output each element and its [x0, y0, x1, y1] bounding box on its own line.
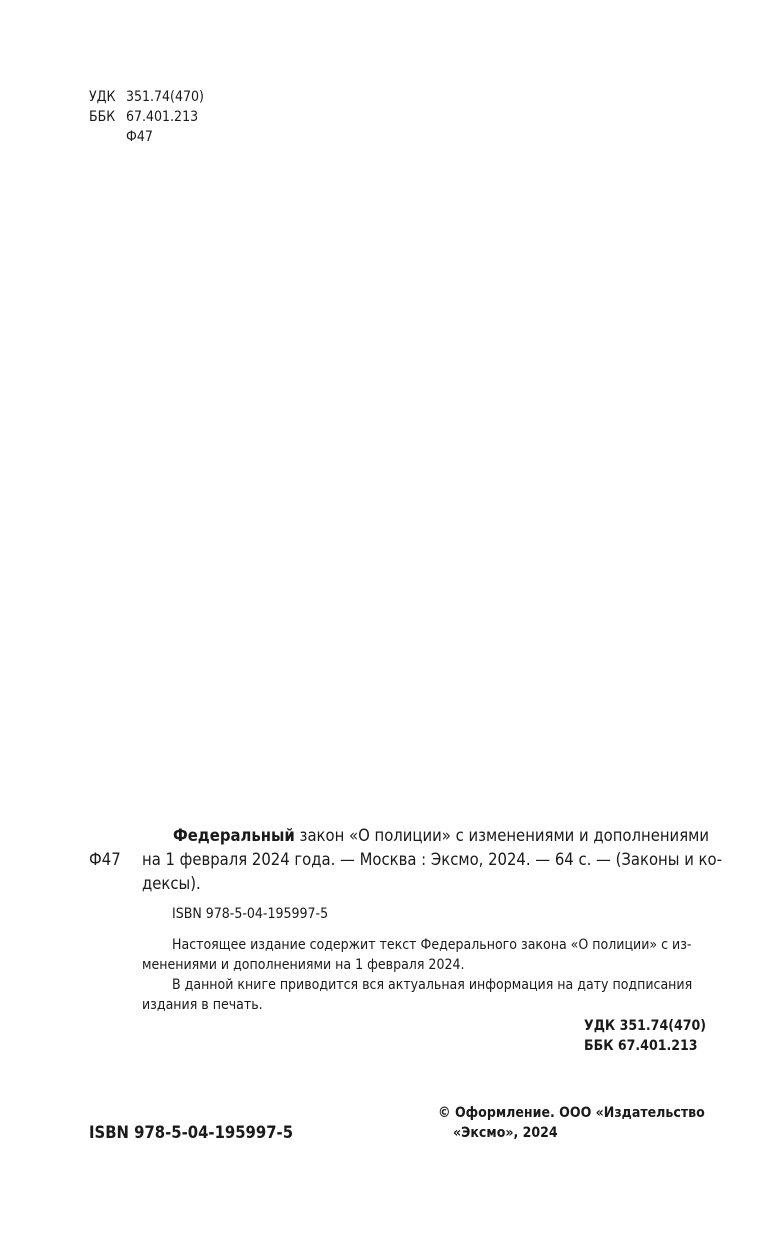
catalog-line-1 — [142, 824, 709, 848]
annotation-line-4: издания в печать. — [142, 997, 263, 1013]
annotation-line-2: менениями и дополнениями на 1 февраля 2024. — [142, 957, 465, 973]
udk-bold: УДК 351.74(470) — [584, 1018, 707, 1034]
author-mark: Ф47 — [89, 850, 121, 869]
footer-isbn: ISBN 978-5-04-195997-5 — [89, 1123, 294, 1142]
annotation — [142, 935, 709, 1015]
classification-block-bold — [584, 1016, 744, 1056]
catalog-entry-text — [142, 824, 722, 896]
bbk-bold: ББК 67.401.213 — [584, 1038, 698, 1054]
copyright-line-2: «Эксмо», 2024 — [453, 1125, 558, 1141]
author-mark-top: Ф47 — [126, 129, 153, 145]
udk-label: УДК — [89, 89, 116, 105]
annotation-line-1: Настоящее издание содержит текст Федерального закона «О полиции» с из- — [172, 937, 692, 953]
annotation-line-3: В данной книге приводится вся актуальная информация на дату подписания — [172, 977, 693, 993]
catalog-line-3: дексы). — [142, 874, 201, 893]
catalog-line-2: на 1 февраля 2024 года. — Москва : Эксмо, 2024. — 64 с. — (Законы и ко- — [142, 850, 722, 869]
title-rest: закон «О полиции» с изменениями и дополнениями — [294, 826, 709, 845]
entry-isbn: ISBN 978-5-04-195997-5 — [172, 906, 329, 922]
classification-block-top — [89, 87, 289, 147]
copyright-line-1: © Оформление. ООО «Издательство — [438, 1105, 705, 1121]
bbk-label: ББК — [89, 109, 116, 125]
bbk-value: 67.401.213 — [126, 109, 199, 125]
copyright — [438, 1103, 738, 1143]
udk-value: 351.74(470) — [126, 89, 204, 105]
title-bold: Федеральный — [173, 826, 295, 845]
